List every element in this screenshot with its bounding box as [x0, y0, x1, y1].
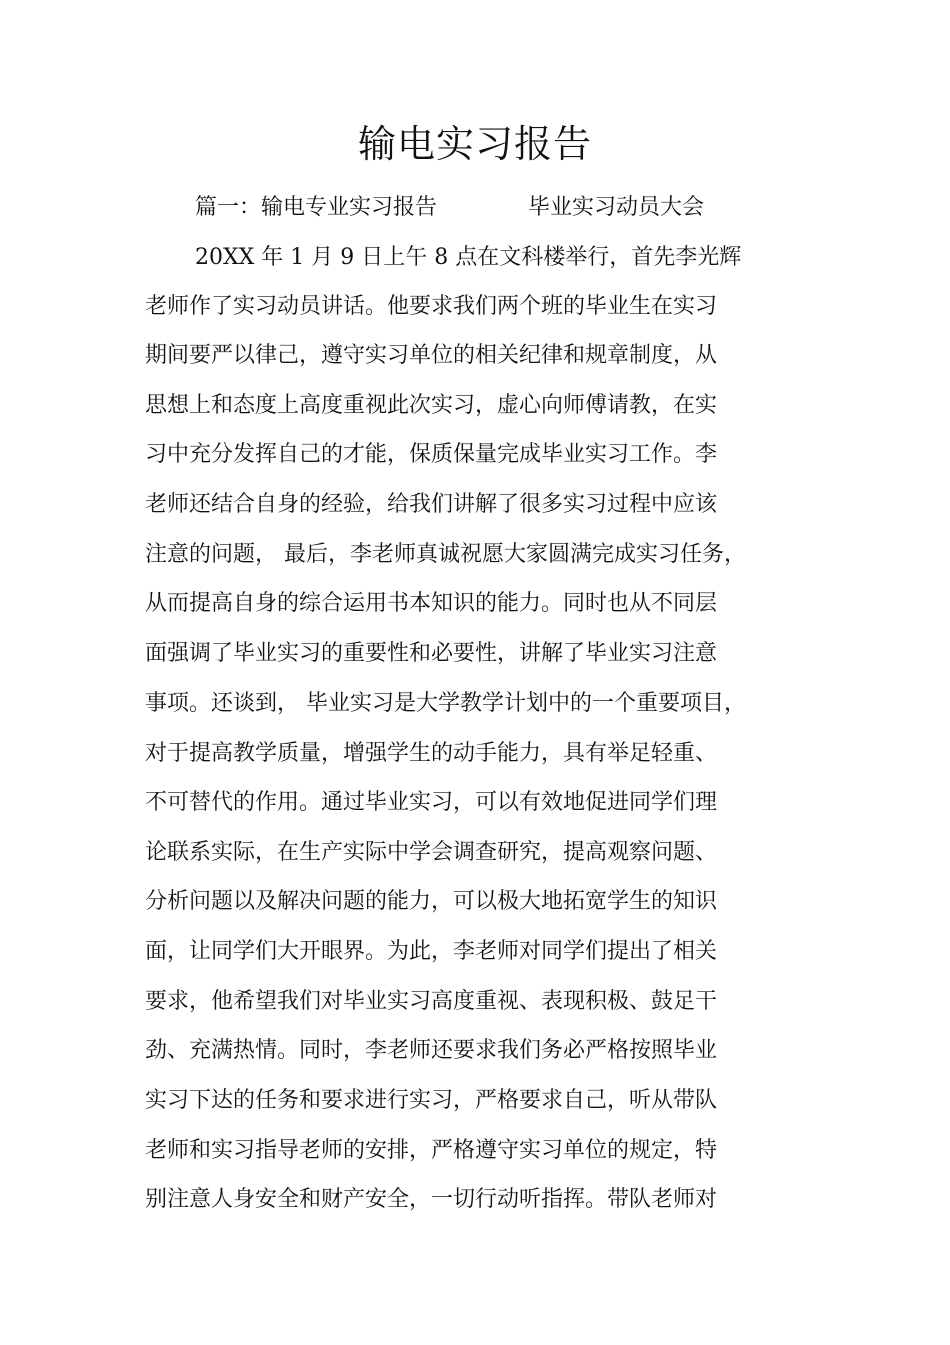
paragraph-line: 事项。还谈到， 毕业实习是大学教学计划中的一个重要项目，	[145, 691, 746, 716]
paragraph-line: 分析问题以及解决问题的能力，可以极大地拓宽学生的知识	[145, 889, 718, 914]
section-heading-right: 毕业实习动员大会	[528, 195, 705, 220]
paragraph-line: 期间要严以律己，遵守实习单位的相关纪律和规章制度，从	[145, 343, 718, 368]
paragraph-line: 论联系实际，在生产实际中学会调查研究，提高观察问题、	[145, 840, 718, 865]
paragraph-line: 从而提高自身的综合运用书本知识的能力。同时也从不同层	[145, 591, 718, 616]
paragraph-line: 要求，他希望我们对毕业实习高度重视、表现积极、鼓足干	[145, 989, 718, 1014]
paragraph-line: 别注意人身安全和财产安全，一切行动听指挥。带队老师对	[145, 1187, 718, 1212]
paragraph-line: 面，让同学们大开眼界。为此，李老师对同学们提出了相关	[145, 939, 718, 964]
section-heading-left: 篇一：输电专业实习报告	[195, 195, 438, 220]
paragraph-line: 老师还结合自身的经验，给我们讲解了很多实习过程中应该	[145, 492, 718, 517]
paragraph-line: 习中充分发挥自己的才能，保质保量完成毕业实习工作。李	[145, 442, 718, 467]
document-title: 输电实习报告	[357, 122, 592, 166]
paragraph-line: 老师作了实习动员讲话。他要求我们两个班的毕业生在实习	[145, 294, 718, 319]
paragraph-line: 对于提高教学质量，增强学生的动手能力，具有举足轻重、	[145, 741, 718, 766]
paragraph-line: 面强调了毕业实习的重要性和必要性，讲解了毕业实习注意	[145, 641, 718, 666]
paragraph-line: 注意的问题， 最后，李老师真诚祝愿大家圆满完成实习任务，	[145, 542, 746, 567]
paragraph-line: 劲、充满热情。同时，李老师还要求我们务必严格按照毕业	[145, 1038, 718, 1063]
section-heading	[195, 190, 705, 226]
paragraph-line: 20XX 年 1 月 9 日上午 8 点在文科楼举行，首先李光辉	[195, 245, 742, 270]
paragraph-line: 思想上和态度上高度重视此次实习，虚心向师傅请教，在实	[145, 393, 718, 418]
paragraph-line: 实习下达的任务和要求进行实习，严格要求自己，听从带队	[145, 1088, 718, 1113]
paragraph-line: 不可替代的作用。通过毕业实习，可以有效地促进同学们理	[145, 790, 718, 815]
paragraph-line: 老师和实习指导老师的安排，严格遵守实习单位的规定，特	[145, 1138, 718, 1163]
